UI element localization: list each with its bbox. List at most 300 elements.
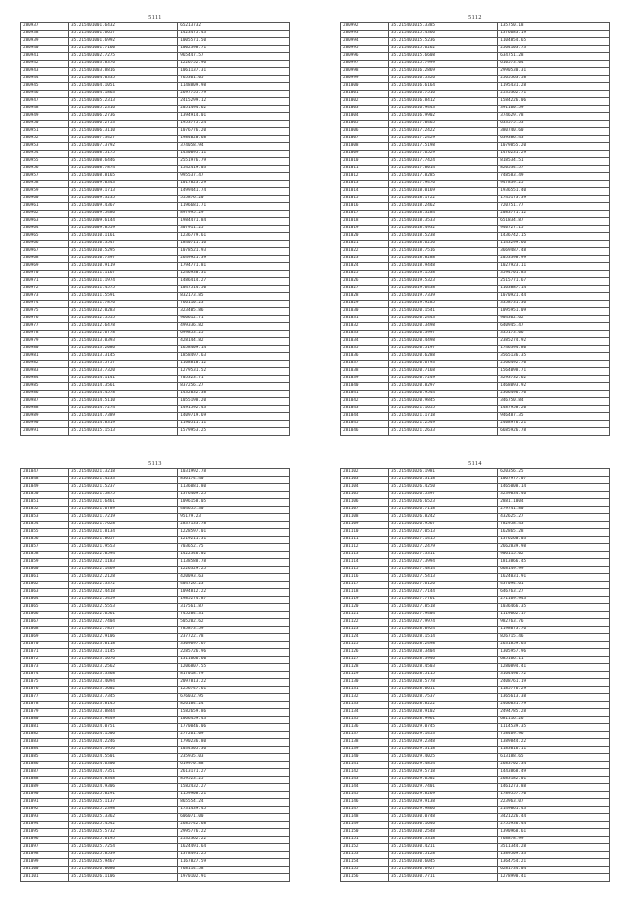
row-id-cell: 281055 bbox=[21, 529, 69, 537]
table-row bbox=[21, 529, 290, 537]
row-id-cell: 281087 bbox=[21, 769, 69, 777]
row-id-cell: 281150 bbox=[341, 829, 389, 837]
table-row bbox=[21, 476, 290, 484]
page-5112 bbox=[340, 14, 610, 436]
row-code-cell: 35.215401008.8165 bbox=[69, 173, 178, 181]
row-code-cell: 35.215401016.9902 bbox=[389, 113, 498, 121]
table-row bbox=[21, 836, 290, 844]
table-row bbox=[341, 405, 610, 413]
row-amount-cell: 681116.26 bbox=[498, 716, 610, 724]
row-id-cell: 281076 bbox=[21, 686, 69, 694]
row-amount-cell: 1465008.14 bbox=[498, 484, 610, 492]
row-code-cell: 35.215401025.2398 bbox=[69, 806, 178, 814]
row-id-cell: 281084 bbox=[21, 746, 69, 754]
row-amount-cell: 391160.59 bbox=[498, 105, 610, 113]
table-row bbox=[21, 248, 290, 256]
table-row bbox=[341, 806, 610, 814]
row-amount-cell: 1226752.96 bbox=[178, 60, 290, 68]
row-amount-cell: 223963.07 bbox=[498, 799, 610, 807]
row-id-cell: 280937 bbox=[21, 23, 69, 31]
table-row bbox=[21, 709, 290, 717]
row-amount-cell: 1582432.27 bbox=[178, 784, 290, 792]
row-amount-cell: 1731439.45 bbox=[178, 806, 290, 814]
table-row bbox=[341, 821, 610, 829]
table-row bbox=[21, 619, 290, 627]
row-code-cell: 35.215401014.1141 bbox=[69, 375, 178, 383]
row-code-cell: 35.215401012.5555 bbox=[69, 315, 178, 323]
row-code-cell: 35.215401021.9553 bbox=[69, 544, 178, 552]
table-row bbox=[341, 716, 610, 724]
row-amount-cell: 1579953.25 bbox=[178, 428, 290, 436]
row-code-cell: 35.215401030.6927 bbox=[389, 866, 498, 874]
row-id-cell: 281008 bbox=[341, 143, 389, 151]
row-id-cell: 281020 bbox=[341, 233, 389, 241]
row-amount-cell: 982763.76 bbox=[498, 619, 610, 627]
row-id-cell: 281154 bbox=[341, 859, 389, 867]
row-code-cell: 35.215401009.4367 bbox=[69, 203, 178, 211]
table-row bbox=[21, 536, 290, 544]
row-id-cell: 281075 bbox=[21, 679, 69, 687]
row-id-cell: 281033 bbox=[341, 330, 389, 338]
row-id-cell: 281023 bbox=[341, 255, 389, 263]
row-amount-cell: 946487.35 bbox=[498, 413, 610, 421]
row-id-cell: 281088 bbox=[21, 776, 69, 784]
row-amount-cell: 323405.86 bbox=[178, 308, 290, 316]
row-code-cell: 35.215401016.8412 bbox=[389, 98, 498, 106]
row-id-cell: 281124 bbox=[341, 634, 389, 642]
row-id-cell: 280950 bbox=[21, 120, 69, 128]
row-code-cell: 35.215401011.4575 bbox=[69, 285, 178, 293]
row-code-cell: 35.215401030.7711 bbox=[389, 874, 498, 882]
row-code-cell: 35.215401021.5875 bbox=[69, 491, 178, 499]
row-code-cell: 35.215401027.0513 bbox=[389, 529, 498, 537]
row-id-cell: 281085 bbox=[21, 754, 69, 762]
row-amount-cell: 2385274.92 bbox=[498, 338, 610, 346]
row-id-cell: 281043 bbox=[341, 405, 389, 413]
row-id-cell: 281017 bbox=[341, 210, 389, 218]
table-row bbox=[21, 60, 290, 68]
table-row bbox=[21, 405, 290, 413]
row-code-cell: 35.215401004.1051 bbox=[69, 83, 178, 91]
row-code-cell: 35.215401028.2498 bbox=[389, 641, 498, 649]
row-amount-cell: 620356.25 bbox=[498, 469, 610, 477]
row-amount-cell: 2515771.67 bbox=[498, 278, 610, 286]
table-row bbox=[341, 559, 610, 567]
row-id-cell: 280941 bbox=[21, 53, 69, 61]
row-amount-cell: 555876.20 bbox=[178, 195, 290, 203]
table-row bbox=[21, 173, 290, 181]
row-id-cell: 281122 bbox=[341, 619, 389, 627]
row-amount-cell: 1365613.38 bbox=[498, 694, 610, 702]
row-amount-cell: 1984020.68 bbox=[178, 135, 290, 143]
row-amount-cell: 1745173.39 bbox=[498, 195, 610, 203]
row-id-cell: 281040 bbox=[341, 383, 389, 391]
row-amount-cell: 420093.63 bbox=[178, 574, 290, 582]
row-code-cell: 35.215401012.0283 bbox=[69, 308, 178, 316]
row-id-cell: 281144 bbox=[341, 784, 389, 792]
row-amount-cell: 817018.79 bbox=[178, 671, 290, 679]
row-code-cell: 35.215401009.3235 bbox=[69, 195, 178, 203]
row-code-cell: 35.215401004.0335 bbox=[69, 75, 178, 83]
row-id-cell: 281042 bbox=[341, 398, 389, 406]
table-row bbox=[341, 203, 610, 211]
table-row bbox=[341, 626, 610, 634]
row-id-cell: 281136 bbox=[341, 724, 389, 732]
row-code-cell: 35.215401026.6523 bbox=[389, 499, 498, 507]
table-row bbox=[341, 300, 610, 308]
row-amount-cell: 1031992.78 bbox=[178, 469, 290, 477]
row-code-cell: 35.215401029.1453 bbox=[389, 731, 498, 739]
row-code-cell: 35.215401013.2086 bbox=[69, 345, 178, 353]
row-amount-cell: 785873.59 bbox=[178, 626, 290, 634]
table-row bbox=[341, 791, 610, 799]
row-code-cell: 35.215401021.7628 bbox=[69, 521, 178, 529]
table-row bbox=[21, 23, 290, 31]
row-id-cell: 281001 bbox=[341, 90, 389, 98]
row-code-cell: 35.215401009.8559 bbox=[69, 225, 178, 233]
row-id-cell: 281142 bbox=[341, 769, 389, 777]
row-code-cell: 35.215401018.1722 bbox=[389, 195, 498, 203]
table-row bbox=[21, 506, 290, 514]
row-id-cell: 281131 bbox=[341, 686, 389, 694]
row-code-cell: 35.215401012.6478 bbox=[69, 323, 178, 331]
table-row bbox=[21, 641, 290, 649]
row-id-cell: 281021 bbox=[341, 240, 389, 248]
row-id-cell: 281072 bbox=[21, 656, 69, 664]
row-code-cell: 35.215401020.1541 bbox=[389, 308, 498, 316]
row-code-cell: 35.215401020.6288 bbox=[389, 353, 498, 361]
row-id-cell: 281108 bbox=[341, 514, 389, 522]
row-amount-cell: 1746394.80 bbox=[498, 345, 610, 353]
row-amount-cell: 1067977.07 bbox=[498, 476, 610, 484]
row-id-cell: 280959 bbox=[21, 188, 69, 196]
row-id-cell: 281143 bbox=[341, 776, 389, 784]
table-row bbox=[21, 180, 290, 188]
row-code-cell: 35.215401025.0291 bbox=[69, 791, 178, 799]
row-id-cell: 280998 bbox=[341, 68, 389, 76]
row-code-cell: 35.215401024.3956 bbox=[69, 746, 178, 754]
row-amount-cell: 1936551.40 bbox=[498, 188, 610, 196]
table-row bbox=[341, 506, 610, 514]
row-amount-cell: 1280894.41 bbox=[498, 664, 610, 672]
table-row bbox=[21, 559, 290, 567]
row-code-cell: 35.215401019.5323 bbox=[389, 278, 498, 286]
row-amount-cell: 3309697.67 bbox=[178, 641, 290, 649]
table-row bbox=[341, 248, 610, 256]
table-row bbox=[341, 360, 610, 368]
table-row bbox=[21, 188, 290, 196]
table-row bbox=[341, 60, 610, 68]
row-amount-cell: 1305957.96 bbox=[498, 649, 610, 657]
row-id-cell: 281065 bbox=[21, 604, 69, 612]
row-amount-cell: 1138588.78 bbox=[178, 559, 290, 567]
row-code-cell: 35.215401027.7761 bbox=[389, 596, 498, 604]
page-5113 bbox=[20, 460, 290, 882]
row-code-cell: 35.215401022.1469 bbox=[69, 566, 178, 574]
table-row bbox=[21, 90, 290, 98]
row-code-cell: 35.215401013.3145 bbox=[69, 353, 178, 361]
row-amount-cell: 1096158.05 bbox=[178, 499, 290, 507]
row-id-cell: 280990 bbox=[21, 420, 69, 428]
row-id-cell: 281120 bbox=[341, 604, 389, 612]
table-row bbox=[341, 829, 610, 837]
table-row bbox=[21, 589, 290, 597]
row-amount-cell: 633575.53 bbox=[498, 120, 610, 128]
table-row bbox=[21, 120, 290, 128]
row-id-cell: 281019 bbox=[341, 225, 389, 233]
table-row bbox=[21, 679, 290, 687]
row-id-cell: 280987 bbox=[21, 398, 69, 406]
row-code-cell: 35.215401028.9961 bbox=[389, 716, 498, 724]
table-row bbox=[341, 701, 610, 709]
row-amount-cell: 235935.03 bbox=[178, 754, 290, 762]
row-amount-cell: 758469.96 bbox=[498, 731, 610, 739]
row-id-cell: 281010 bbox=[341, 158, 389, 166]
row-id-cell: 281155 bbox=[341, 866, 389, 874]
row-code-cell: 35.215401025.3362 bbox=[69, 814, 178, 822]
row-id-cell: 281094 bbox=[21, 821, 69, 829]
row-code-cell: 35.215401029.8269 bbox=[389, 791, 498, 799]
row-id-cell: 280939 bbox=[21, 38, 69, 46]
row-code-cell: 35.215401013.0393 bbox=[69, 338, 178, 346]
row-code-cell: 35.215401024.9306 bbox=[69, 784, 178, 792]
row-code-cell: 35.215401021.8134 bbox=[69, 529, 178, 537]
row-id-cell: 280938 bbox=[21, 30, 69, 38]
row-id-cell: 280953 bbox=[21, 143, 69, 151]
table-row bbox=[341, 38, 610, 46]
row-id-cell: 281109 bbox=[341, 521, 389, 529]
row-amount-cell: 1061137.31 bbox=[178, 68, 290, 76]
row-amount-cell: 766110.23 bbox=[178, 300, 290, 308]
row-amount-cell: 2535362.71 bbox=[498, 90, 610, 98]
table-row bbox=[341, 746, 610, 754]
row-id-cell: 281121 bbox=[341, 611, 389, 619]
row-id-cell: 281137 bbox=[341, 731, 389, 739]
row-id-cell: 280983 bbox=[21, 368, 69, 376]
row-id-cell: 281054 bbox=[21, 521, 69, 529]
row-code-cell: 35.215401017.7424 bbox=[389, 158, 498, 166]
table-row bbox=[21, 724, 290, 732]
table-row bbox=[21, 701, 290, 709]
row-code-cell: 35.215401006.3110 bbox=[69, 128, 178, 136]
table-row bbox=[21, 746, 290, 754]
table-row bbox=[21, 566, 290, 574]
row-code-cell: 35.215401010.5295 bbox=[69, 248, 178, 256]
row-code-cell: 35.215401020.9845 bbox=[389, 398, 498, 406]
row-id-cell: 280976 bbox=[21, 315, 69, 323]
table-row bbox=[21, 806, 290, 814]
table-row bbox=[341, 491, 610, 499]
row-id-cell: 281073 bbox=[21, 664, 69, 672]
table-row bbox=[341, 240, 610, 248]
row-id-cell: 280981 bbox=[21, 353, 69, 361]
row-id-cell: 280946 bbox=[21, 90, 69, 98]
row-amount-cell: 1055198.20 bbox=[178, 398, 290, 406]
row-amount-cell: 1206807.55 bbox=[178, 664, 290, 672]
table-row bbox=[21, 844, 290, 852]
row-id-cell: 281064 bbox=[21, 596, 69, 604]
table-row bbox=[341, 814, 610, 822]
row-code-cell: 35.215401022.5459 bbox=[69, 596, 178, 604]
table-row bbox=[21, 671, 290, 679]
row-id-cell: 281035 bbox=[341, 345, 389, 353]
table-row bbox=[341, 330, 610, 338]
row-id-cell: 281145 bbox=[341, 791, 389, 799]
row-amount-cell: 1228597.01 bbox=[178, 529, 290, 537]
row-amount-cell: 2083771.12 bbox=[498, 210, 610, 218]
ledger-table bbox=[340, 468, 610, 882]
row-id-cell: 281113 bbox=[341, 551, 389, 559]
row-code-cell: 35.215401020.7249 bbox=[389, 375, 498, 383]
row-amount-cell: 1119662.17 bbox=[498, 611, 610, 619]
table-row bbox=[21, 739, 290, 747]
table-row bbox=[21, 113, 290, 121]
row-code-cell: 35.215401013.7320 bbox=[69, 368, 178, 376]
table-row bbox=[21, 731, 290, 739]
table-row bbox=[341, 686, 610, 694]
table-row bbox=[21, 233, 290, 241]
row-id-cell: 281138 bbox=[341, 739, 389, 747]
table-row bbox=[341, 536, 610, 544]
table-row bbox=[341, 128, 610, 136]
row-code-cell: 35.215401024.7351 bbox=[69, 769, 178, 777]
row-amount-cell: 279741.80 bbox=[498, 506, 610, 514]
row-id-cell: 280971 bbox=[21, 278, 69, 286]
row-code-cell: 35.215401027.3311 bbox=[389, 551, 498, 559]
row-amount-cell: 1070921.44 bbox=[498, 293, 610, 301]
table-row bbox=[341, 383, 610, 391]
table-row bbox=[21, 814, 290, 822]
row-code-cell: 35.215401023.3368 bbox=[69, 671, 178, 679]
row-amount-cell: 676032.95 bbox=[178, 694, 290, 702]
row-amount-cell: 1770046.06 bbox=[178, 724, 290, 732]
table-row bbox=[21, 551, 290, 559]
row-id-cell: 280977 bbox=[21, 323, 69, 331]
table-row bbox=[341, 210, 610, 218]
table-row bbox=[341, 634, 610, 642]
row-id-cell: 281057 bbox=[21, 544, 69, 552]
table-row bbox=[341, 859, 610, 867]
row-id-cell: 281130 bbox=[341, 679, 389, 687]
row-id-cell: 280965 bbox=[21, 233, 69, 241]
row-id-cell: 281126 bbox=[341, 649, 389, 657]
row-amount-cell: 1195431.28 bbox=[498, 83, 610, 91]
row-amount-cell: 3421226.44 bbox=[498, 814, 610, 822]
row-code-cell: 35.215401029.9138 bbox=[389, 799, 498, 807]
row-code-cell: 35.215401005.2316 bbox=[69, 105, 178, 113]
row-amount-cell: 1198073.76 bbox=[498, 626, 610, 634]
table-row bbox=[21, 53, 290, 61]
table-row bbox=[21, 75, 290, 83]
row-amount-cell: 2990530.31 bbox=[498, 68, 610, 76]
table-row bbox=[341, 761, 610, 769]
row-id-cell: 280996 bbox=[341, 53, 389, 61]
row-amount-cell: 966612.71 bbox=[178, 315, 290, 323]
row-amount-cell: 1376683.19 bbox=[498, 30, 610, 38]
row-amount-cell: 2051494.62 bbox=[178, 105, 290, 113]
row-code-cell: 35.215401023.8145 bbox=[69, 701, 178, 709]
page-number: 5113 bbox=[148, 461, 162, 467]
row-id-cell: 280980 bbox=[21, 345, 69, 353]
row-id-cell: 281014 bbox=[341, 188, 389, 196]
row-code-cell: 35.215401001.6432 bbox=[69, 23, 178, 31]
row-code-cell: 35.215401026.3118 bbox=[389, 476, 498, 484]
row-code-cell: 35.215401001.7160 bbox=[69, 45, 178, 53]
row-id-cell: 281030 bbox=[341, 308, 389, 316]
row-id-cell: 281146 bbox=[341, 799, 389, 807]
page-5111 bbox=[20, 14, 290, 436]
row-amount-cell: 619970.88 bbox=[178, 761, 290, 769]
table-row bbox=[21, 769, 290, 777]
row-amount-cell: 1279531.52 bbox=[178, 368, 290, 376]
row-code-cell: 35.215401027.9404 bbox=[389, 611, 498, 619]
table-row bbox=[21, 308, 290, 316]
row-amount-cell: 1078521.93 bbox=[178, 248, 290, 256]
row-code-cell: 35.215401020.3498 bbox=[389, 323, 498, 331]
row-amount-cell: 1159908.21 bbox=[178, 791, 290, 799]
row-code-cell: 35.215401023.0118 bbox=[69, 641, 178, 649]
row-id-cell: 280984 bbox=[21, 375, 69, 383]
row-id-cell: 280942 bbox=[21, 60, 69, 68]
table-row bbox=[21, 574, 290, 582]
table-row bbox=[341, 581, 610, 589]
row-amount-cell: 651834.87 bbox=[498, 218, 610, 226]
row-amount-cell: 1389509.33 bbox=[498, 851, 610, 859]
row-id-cell: 281052 bbox=[21, 506, 69, 514]
table-row bbox=[341, 739, 610, 747]
table-row bbox=[21, 484, 290, 492]
table-row bbox=[21, 45, 290, 53]
row-code-cell: 35.215401024.5501 bbox=[69, 754, 178, 762]
table-row bbox=[21, 611, 290, 619]
row-code-cell: 35.215401010.1161 bbox=[69, 233, 178, 241]
row-amount-cell: 720751.77 bbox=[498, 203, 610, 211]
table-row bbox=[341, 514, 610, 522]
row-code-cell: 35.215401027.9974 bbox=[389, 619, 498, 627]
row-id-cell: 281156 bbox=[341, 874, 389, 882]
table-row bbox=[341, 83, 610, 91]
row-code-cell: 35.215401027.7144 bbox=[389, 589, 498, 597]
row-code-cell: 35.215401019.9285 bbox=[389, 300, 498, 308]
row-amount-cell: 1390968.61 bbox=[498, 829, 610, 837]
row-amount-cell: 1005571.50 bbox=[178, 38, 290, 46]
row-code-cell: 35.215401030.3318 bbox=[389, 836, 498, 844]
row-id-cell: 281047 bbox=[21, 469, 69, 477]
row-code-cell: 35.215401025.6195 bbox=[69, 836, 178, 844]
row-amount-cell: 1840711.16 bbox=[178, 240, 290, 248]
row-code-cell: 35.215401028.7537 bbox=[389, 694, 498, 702]
row-id-cell: 281089 bbox=[21, 784, 69, 792]
row-code-cell: 35.215401016.2869 bbox=[389, 68, 498, 76]
row-id-cell: 281101 bbox=[21, 874, 69, 882]
row-amount-cell: 1542419.03 bbox=[178, 165, 290, 173]
row-amount-cell: 836174.40 bbox=[178, 476, 290, 484]
row-code-cell: 35.215401018.4932 bbox=[389, 225, 498, 233]
row-amount-cell: 1443868.49 bbox=[498, 769, 610, 777]
table-row bbox=[21, 330, 290, 338]
row-amount-cell: 613188.65 bbox=[498, 754, 610, 762]
row-code-cell: 35.215401023.8844 bbox=[69, 709, 178, 717]
row-code-cell: 35.215401013.5757 bbox=[69, 360, 178, 368]
row-amount-cell: 162865.28 bbox=[498, 529, 610, 537]
row-id-cell: 281090 bbox=[21, 791, 69, 799]
row-amount-cell: 1047514.50 bbox=[178, 285, 290, 293]
row-code-cell: 35.215401021.2633 bbox=[389, 428, 498, 436]
row-code-cell: 35.215401014.4578 bbox=[69, 390, 178, 398]
row-id-cell: 280960 bbox=[21, 195, 69, 203]
row-id-cell: 280994 bbox=[341, 38, 389, 46]
row-id-cell: 280956 bbox=[21, 165, 69, 173]
